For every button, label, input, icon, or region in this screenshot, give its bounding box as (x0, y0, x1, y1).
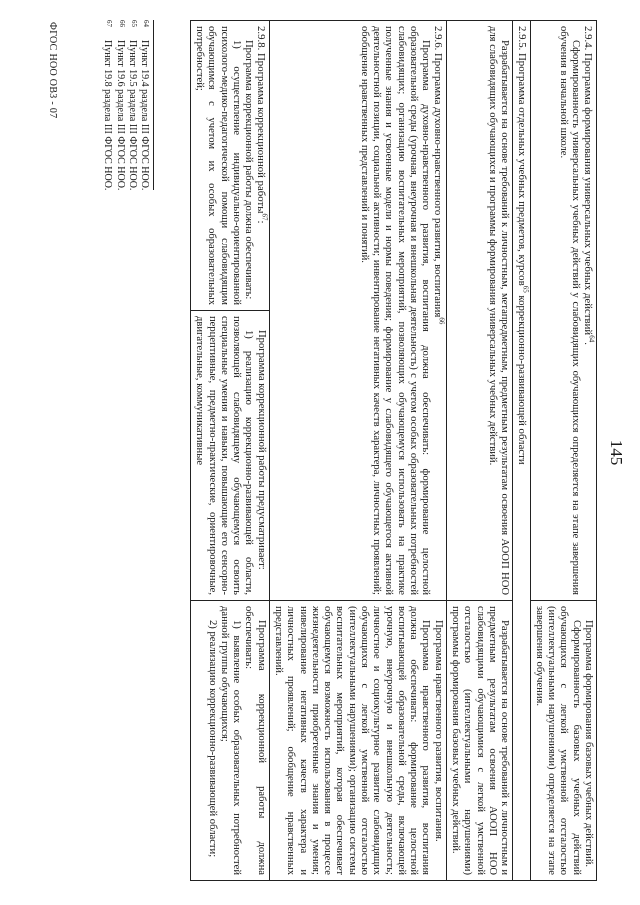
cell-heading: Программа нравственного развития, воспитания. (432, 620, 444, 842)
list-item: 1) осуществление индивидуально-ориентированной психолого-медико-педагогической помощи слабовидящим обучающимся с учетом их особых образовательных потребностей; (194, 26, 242, 305)
section-heading: 2.9.5. Программа отдельных учебных предметов, курсов$^{65}$ коррекционно-развивающей области (515, 26, 530, 465)
cell-text: Программа коррекционной работы предусматривает: (255, 330, 267, 570)
table-cell (530, 601, 596, 881)
cell-text: Разрабатывается на основе требований к личностным и предметным результатам освоения АООП НОО слабовидящими обучающимися с легкой умственной отсталостью (интеллектуальными нарушениями) программы формирования базовых учебных действий. (449, 606, 511, 875)
table-cell (269, 601, 446, 881)
footnote: 65 Пункт 19.5 раздела III ФГОС НОО. (126, 20, 138, 191)
list-item: 1) реализацию коррекционно-развивающей области, позволяющей слабовидящему обучающемуся освоить специальные умения и навыки, повышающие его сенсорно-перцептивные, предметно-практические, ориентировочные, двигательные, коммуникативные (194, 316, 255, 595)
list-item: 1) выявление особых образовательных потребностей данной группы обучающихся; (218, 606, 243, 875)
document-code: ФГОС НОО ОВЗ - 07 (47, 22, 58, 119)
footnote: 66 Пункт 19.6 раздела III ФГОС НОО. (114, 20, 126, 191)
table-cell (446, 21, 512, 601)
section-heading: 2.9.6. Программа духовно-нравственного развития, воспитания$^{66}$ (431, 26, 446, 325)
standards-table (190, 20, 597, 881)
footnotes (101, 20, 154, 880)
cell-text: Сформированность универсальных учебных действий у слабовидящих обучающихся определяется на этапе завершения обучения в начальной школе. (558, 26, 582, 595)
footnote-divider (153, 20, 154, 190)
cell-text: Программа коррекционной работы должна обеспечивать: (243, 606, 267, 875)
cell-heading: Программа формирования базовых учебных действий. (583, 620, 594, 868)
cell-text: Программа нравственного развития, воспитания должна обеспечивать: формирование целостной воспитывающей образовательной среды, включающей урочную, внеурочную и внешкольную деятельность; личностное и социокультурное развитие слабовидящих обучающихся с легкой умственной отсталостью (интеллектуальными нарушениями); организацию системы воспитательных мероприятий, которая обеспечивает обучающемуся возможность использования в процессе жизнедеятельности приобретенные знания и умения; нивелирование негативных качеств характера и личностных проявлений; обобщение нравственных представлений. (273, 606, 432, 875)
section-heading: 2.9.4. Программа формирования универсальных учебных действий$^{64}$. (582, 26, 596, 345)
table-cell (190, 311, 269, 601)
table-row (513, 21, 531, 881)
cell-text: Сформированность базовых учебных действий обучающихся с легкой умственной отсталостью (интеллектуальными нарушениями) определяется на этапе завершения обучения. (533, 606, 582, 875)
list-item: 2) реализацию коррекционно-развивающей области; (206, 620, 218, 858)
table-row (530, 21, 596, 881)
footnote: 64 Пункт 19.4 раздела III ФГОС НОО. (139, 20, 150, 191)
table-cell (190, 601, 269, 881)
table-row (269, 21, 446, 881)
table-cell (513, 21, 531, 881)
table-row (446, 21, 512, 881)
page-number: 145 (607, 439, 626, 466)
table-cell (530, 21, 596, 601)
table-cell (269, 21, 446, 601)
footnote: 67 Пункт 19.8 раздела III ФГОС НОО. (102, 20, 114, 191)
cell-text: Программа духовно-нравственного развития, воспитания должна обеспечивать: формирование целостной образовательной среды (урочная, внеурочная и внешкольная деятельность) с учетом особых образовательных потребностей слабовидящих; организацию воспитательных мероприятий, позволяющих обучающемуся использовать на практике полученные знания и усвоенные модели и нормы поведения; формирование у слабовидящего обучающегося активной деятельностной позиции, социальной активности; инвентирование негативных качеств характера, личностных проявлений; обобщение нравственных представлений и понятий. (358, 26, 432, 595)
table-row (190, 21, 269, 881)
section-heading: 2.9.8. Программа коррекционной работы$^{67}$: (254, 26, 269, 224)
cell-text: Разрабатывается на основе требований к личностным, метапредметным, предметным результатам освоения АООП НОО для слабовидящих обучающихся и программы формирования универсальных учебных действий. (486, 26, 511, 595)
table-cell (190, 21, 269, 311)
cell-text: Программа коррекционной работы должна обеспечивать: (243, 40, 255, 300)
table-cell (446, 601, 512, 881)
